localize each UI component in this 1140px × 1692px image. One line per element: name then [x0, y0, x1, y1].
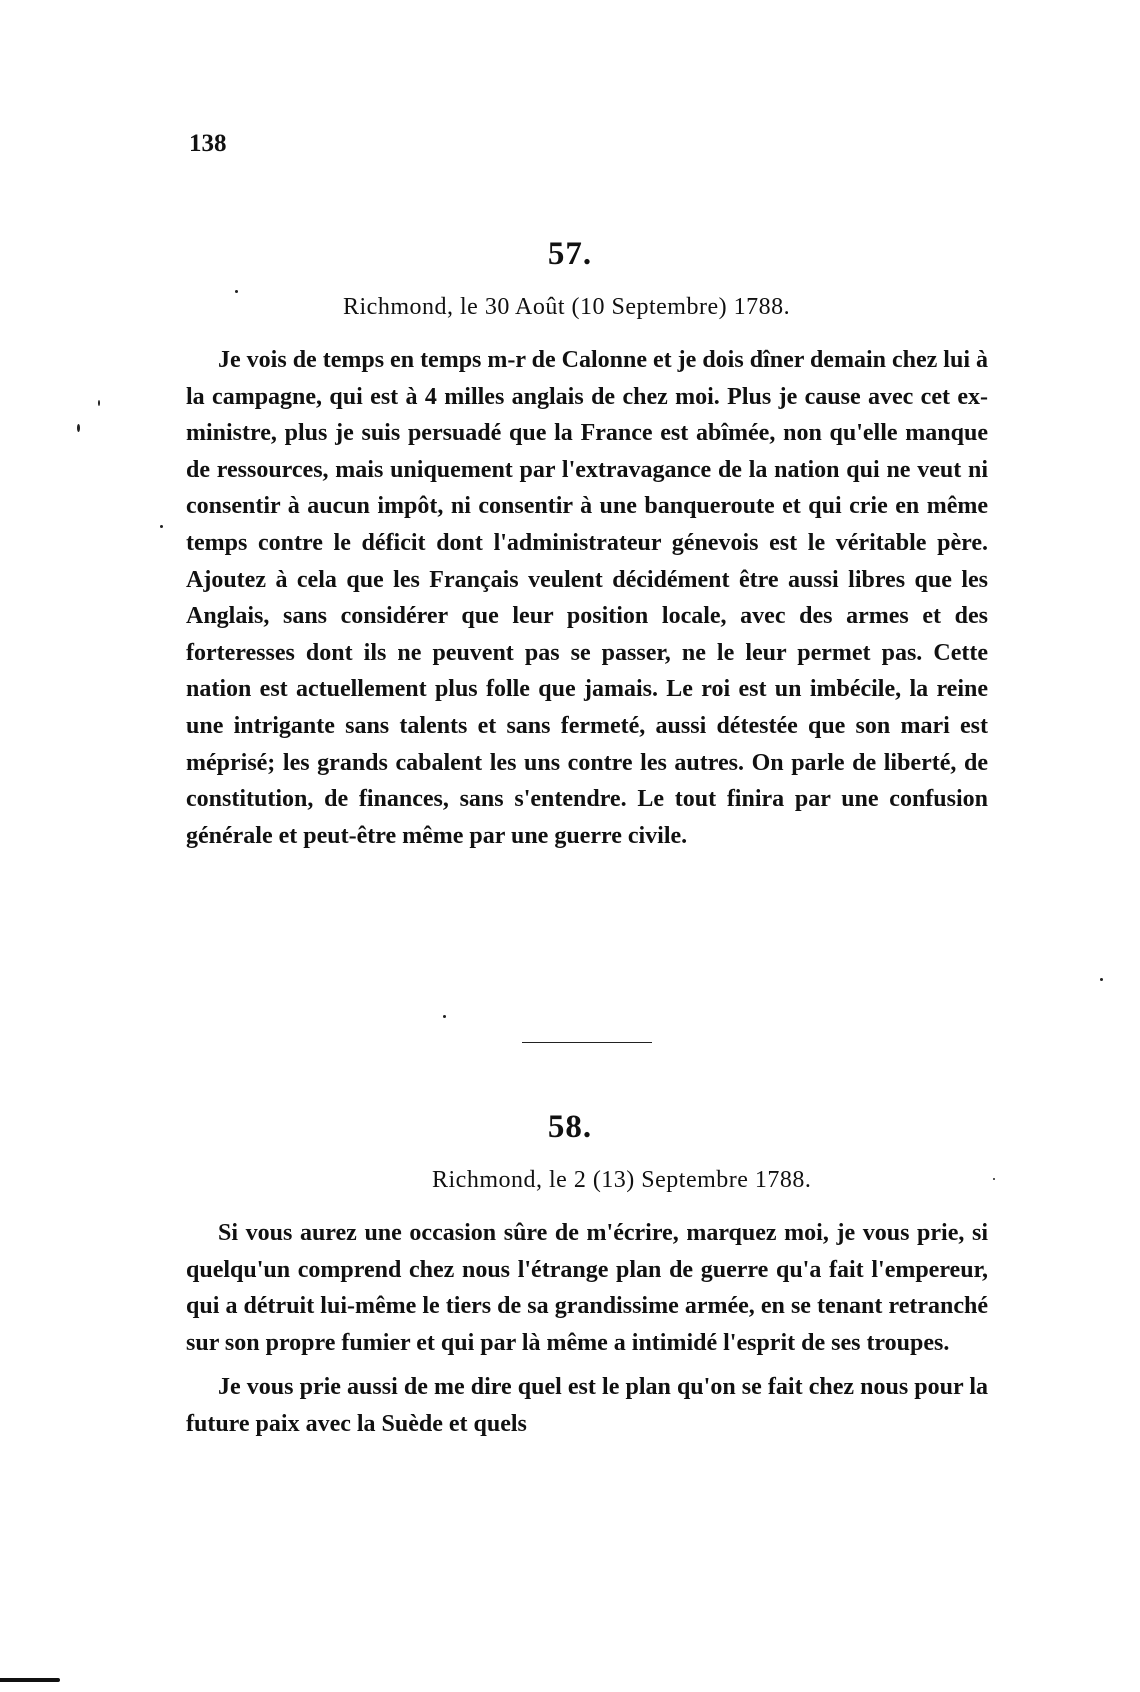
- letter-57-body: [186, 342, 988, 854]
- letter-58-body: [186, 1215, 988, 1443]
- page-edge-mark: [0, 1678, 60, 1682]
- page-number: 138: [189, 130, 227, 157]
- letter-57-dateline: Richmond, le 30 Août (10 Septembre) 1788.: [343, 294, 791, 320]
- scan-speck: [160, 525, 163, 528]
- letter-57-number: 57.: [547, 236, 593, 272]
- section-divider: [522, 1042, 652, 1043]
- letter-58-dateline: Richmond, le 2 (13) Septembre 1788.: [432, 1167, 812, 1193]
- letter-57-paragraph-1: Je vois de temps en temps m-r de Calonne et je dois dîner demain chez lui à la campagne, qui est à 4 milles anglais de chez moi. Plus je cause avec cet ex-ministre, plus je suis persuadé que la France est abîmée, non qu'elle manque de ressources, mais uniquement par l'extravagance de la nation qui ne veut ni consentir à aucun impôt, ni consentir à une banqueroute et qui crie en même temps contre le déficit dont l'administrateur génevois est le véritable père. Ajoutez à cela que les Français veulent décidément être aussi libres que les Anglais, sans considérer que leur position locale, avec des armes et des forteresses dont ils ne peuvent pas se passer, ne le leur permet pas. Cette nation est actuellement plus folle que jamais. Le roi est un imbécile, la reine une intrigante sans talents et sans fermeté, aussi détestée que son mari est méprisé; les grands cabalent les uns contre les autres. On parle de liberté, de constitution, de finances, sans s'entendre. Le tout finira par une confusion générale et peut-être même par une guerre civile.: [186, 347, 988, 849]
- letter-58-paragraph-1: Si vous aurez une occasion sûre de m'écrire, marquez moi, je vous prie, si quelqu'un comprend chez nous l'étrange plan de guerre qu'a fait l'empereur, qui a détruit lui-même le tiers de sa grandissime armée, en se tenant retranché sur son propre fumier et qui par là même a intimidé l'esprit de ses troupes.: [186, 1220, 988, 1356]
- letter-58-paragraph-2: Je vous prie aussi de me dire quel est le plan qu'on se fait chez nous pour la future paix avec la Suède et quels: [186, 1374, 988, 1437]
- scan-speck: [235, 290, 238, 293]
- letter-58-number: 58.: [547, 1109, 593, 1145]
- scan-speck: [77, 424, 80, 432]
- scan-speck: [98, 400, 100, 406]
- scan-speck: [1100, 978, 1103, 981]
- scan-speck: [443, 1015, 446, 1018]
- scan-speck: [993, 1178, 995, 1180]
